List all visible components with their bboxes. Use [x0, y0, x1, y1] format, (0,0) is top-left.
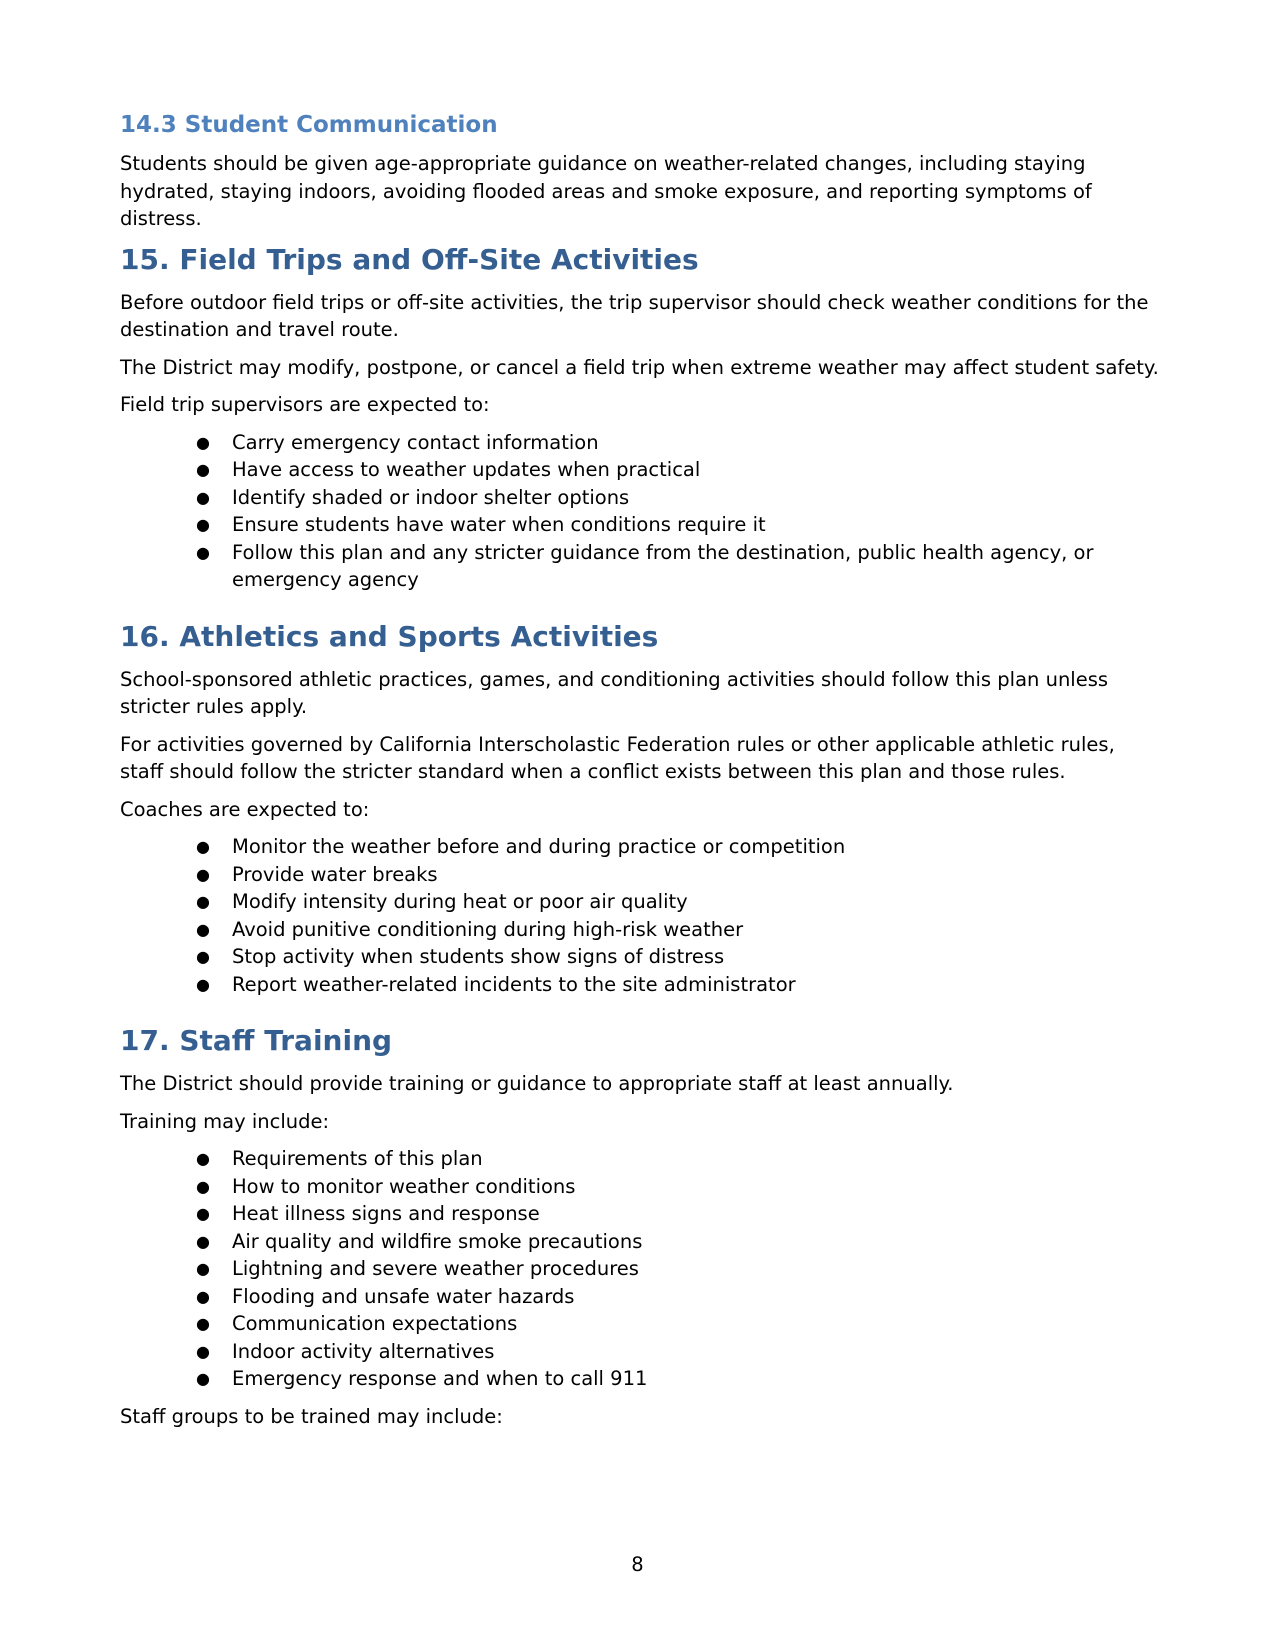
list-item-text: Report weather-related incidents to the site administrator: [232, 972, 796, 996]
list-item: [196, 1283, 1160, 1311]
bullet-icon: ●: [196, 974, 210, 994]
section-17-bullet-list: [120, 1145, 1160, 1393]
bullet-icon: ●: [196, 1369, 210, 1388]
bullet-icon: ●: [196, 919, 210, 939]
list-item-text: Flooding and unsafe water hazards: [232, 1284, 575, 1308]
section-15-paragraph-2: The District may modify, postpone, or cancel a field trip when extreme weather may affect student safety.: [120, 355, 1159, 379]
bullet-icon: ●: [196, 1176, 210, 1196]
list-item: [196, 539, 1160, 594]
section-16-bullet-list: [120, 833, 1160, 998]
bullet-icon: ●: [196, 515, 210, 534]
bullet-icon: ●: [196, 460, 210, 479]
list-item-text: Communication expectations: [232, 1312, 518, 1335]
list-item-text: Air quality and wildfire smoke precautions: [232, 1229, 643, 1253]
bullet-icon: ●: [196, 1341, 210, 1361]
list-item-text: Identify shaded or indoor shelter options: [232, 485, 630, 509]
bullet-icon: ●: [196, 432, 210, 452]
list-item-text: Requirements of this plan: [232, 1147, 483, 1170]
list-item: [196, 943, 1160, 971]
list-item-text: Monitor the weather before and during practice or competition: [232, 835, 846, 858]
document-page: [120, 110, 1160, 1440]
list-item: [196, 1145, 1160, 1173]
list-item-text: Indoor activity alternatives: [232, 1339, 495, 1363]
list-item-text: Carry emergency contact information: [232, 430, 599, 454]
list-item-text: Provide water breaks: [232, 862, 438, 886]
list-item-text: Ensure students have water when conditions require it: [232, 513, 766, 536]
bullet-icon: ●: [196, 487, 210, 507]
bullet-icon: ●: [196, 1286, 210, 1306]
section-16-paragraph-2: For activities governed by California Interscholastic Federation rules or other applicable athletic rules, staff should follow the stricter standard when a conflict exists between this plan and those rules.: [120, 732, 1115, 783]
list-item-text: Heat illness signs and response: [232, 1202, 540, 1225]
list-item-text: Avoid punitive conditioning during high-risk weather: [232, 917, 744, 941]
section-17-paragraph-1: The District should provide training or guidance to appropriate staff at least annually.: [120, 1072, 954, 1095]
list-item-text: How to monitor weather conditions: [232, 1174, 576, 1198]
list-item-text: Have access to weather updates when practical: [232, 458, 701, 481]
section-17-paragraph-3: Staff groups to be trained may include:: [120, 1404, 503, 1428]
bullet-icon: ●: [196, 1149, 210, 1168]
section-15-heading: 15. Field Trips and Off-Site Activities: [120, 242, 699, 276]
list-item: [196, 1338, 1160, 1366]
bullet-icon: ●: [196, 947, 210, 966]
section-14-3-paragraph: Students should be given age-appropriate guidance on weather-related changes, including staying hydrated, staying indoors, avoiding flooded areas and smoke exposure, and reporting symptoms of distress.: [120, 152, 1092, 230]
list-item: [196, 971, 1160, 999]
section-16-paragraph-3: Coaches are expected to:: [120, 797, 370, 821]
list-item-text: Emergency response and when to call 911: [232, 1367, 648, 1390]
list-item: [196, 1365, 1160, 1393]
section-16-paragraph-1: School-sponsored athletic practices, games, and conditioning activities should follow this plan unless stricter rules apply.: [120, 667, 1109, 718]
list-item: [196, 1228, 1160, 1256]
list-item-text: Follow this plan and any stricter guidance from the destination, public health agency, or emergency agency: [232, 540, 1094, 591]
bullet-icon: ●: [196, 1314, 210, 1333]
bullet-icon: ●: [196, 1231, 210, 1251]
section-17-heading: 17. Staff Training: [120, 1024, 393, 1057]
list-item: [196, 1255, 1160, 1283]
list-item: [196, 1173, 1160, 1201]
bullet-icon: ●: [196, 542, 210, 562]
list-item-text: Lightning and severe weather procedures: [232, 1257, 639, 1280]
section-17-paragraph-2: Training may include:: [120, 1109, 330, 1133]
list-item: [196, 429, 1160, 457]
bullet-icon: ●: [196, 1259, 210, 1278]
list-item-text: Stop activity when students show signs of distress: [232, 945, 725, 968]
list-item-text: Modify intensity during heat or poor air quality: [232, 890, 688, 913]
section-15-paragraph-1: Before outdoor field trips or off-site activities, the trip supervisor should check weather conditions for the destination and travel route.: [120, 290, 1149, 341]
page-number: 8: [631, 1553, 644, 1576]
list-item: [196, 833, 1160, 861]
section-14-3-heading: 14.3 Student Communication: [120, 112, 498, 138]
list-item: [196, 888, 1160, 916]
bullet-icon: ●: [196, 864, 210, 884]
bullet-icon: ●: [196, 1204, 210, 1223]
list-item: [196, 916, 1160, 944]
list-item: [196, 1310, 1160, 1338]
section-16-heading: 16. Athletics and Sports Activities: [120, 619, 659, 653]
list-item: [196, 484, 1160, 512]
list-item: [196, 861, 1160, 889]
list-item: [196, 511, 1160, 539]
bullet-icon: ●: [196, 837, 210, 856]
section-15-bullet-list: [120, 429, 1160, 594]
bullet-icon: ●: [196, 892, 210, 911]
list-item: [196, 456, 1160, 484]
section-15-paragraph-3: Field trip supervisors are expected to:: [120, 393, 490, 416]
list-item: [196, 1200, 1160, 1228]
